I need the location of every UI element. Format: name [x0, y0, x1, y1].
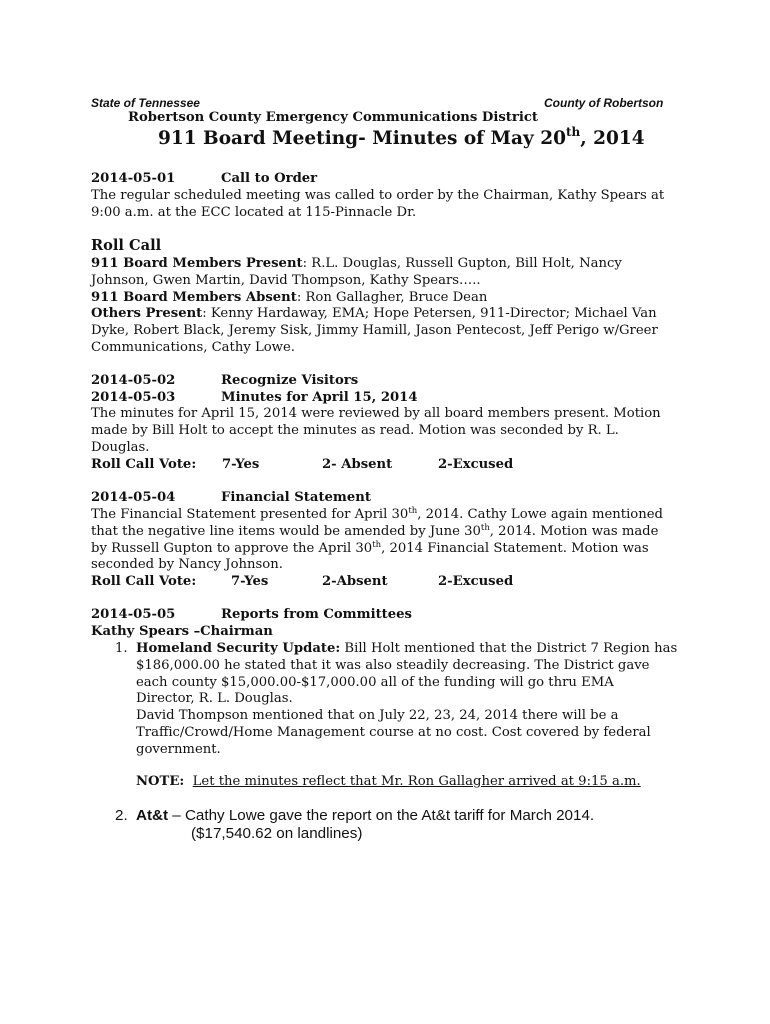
committee-chair: Kathy Spears –Chairman: [91, 624, 273, 639]
members-absent: 911 Board Members Absent: Ron Gallagher, Bruce Dean: [91, 290, 488, 305]
homeland-text-line: government.: [136, 742, 221, 757]
county-label: County of Robertson: [544, 96, 664, 110]
minutes-text-line: Douglas.: [91, 440, 150, 455]
item-id-01: 2014-05-01: [91, 171, 176, 186]
att-report-amount: ($17,540.62 on landlines): [191, 825, 363, 842]
vote-label: Roll Call Vote:: [91, 574, 197, 589]
call-to-order-text-line: 9:00 a.m. at the ECC located at 115-Pinnacle Dr.: [91, 205, 417, 220]
financial-text-line: by Russell Gupton to approve the April 30th, 2014 Financial Statement. Motion was: [91, 540, 649, 556]
others-present-cont: Dyke, Robert Black, Jeremy Sisk, Jimmy Hamill, Jason Pentecost, Jeff Perigo w/Greer: [91, 323, 658, 338]
item-heading-call-to-order: Call to Order: [221, 171, 318, 186]
call-to-order-text-line: The regular scheduled meeting was called to order by the Chairman, Kathy Spears at: [91, 188, 665, 203]
item-heading-reports: Reports from Committees: [221, 607, 412, 622]
item-id-05: 2014-05-05: [91, 607, 176, 622]
homeland-text-line: each county $15,000.00-$17,000.00 all of the funding will go thru EMA: [136, 675, 614, 690]
homeland-text-line: Director, R. L. Douglas.: [136, 691, 293, 706]
item-heading-financial: Financial Statement: [221, 490, 371, 505]
vote-absent: 2-Absent: [322, 574, 388, 589]
homeland-text-line: David Thompson mentioned that on July 22, 23, 24, 2014 there will be a: [136, 708, 619, 723]
list-number: 1.: [115, 641, 128, 656]
district-name: Robertson County Emergency Communications District: [128, 110, 538, 125]
att-report: At&t – Cathy Lowe gave the report on the At&t tariff for March 2014.: [136, 807, 595, 824]
minutes-note: NOTE: Let the minutes reflect that Mr. Ron Gallagher arrived at 9:15 a.m.: [136, 774, 641, 789]
others-present: Others Present: Kenny Hardaway, EMA; Hope Petersen, 911-Director; Michael Van: [91, 306, 657, 321]
item-id-02: 2014-05-02: [91, 373, 176, 388]
members-present: 911 Board Members Present: R.L. Douglas, Russell Gupton, Bill Holt, Nancy: [91, 256, 622, 271]
homeland-security-update: Homeland Security Update: Bill Holt mentioned that the District 7 Region has: [136, 641, 678, 656]
vote-yes: 7-Yes: [231, 574, 269, 589]
homeland-text-line: Traffic/Crowd/Home Management course at no cost. Cost covered by federal: [136, 725, 651, 740]
vote-excused: 2-Excused: [438, 574, 514, 589]
members-present-cont: Johnson, Gwen Martin, David Thompson, Kathy Spears…..: [91, 273, 481, 288]
financial-text-line: that the negative line items would be amended by June 30th, 2014. Motion was made: [91, 523, 659, 539]
others-present-cont: Communications, Cathy Lowe.: [91, 340, 295, 355]
vote-yes: 7-Yes: [222, 457, 260, 472]
homeland-text-line: $186,000.00 he stated that it was also steadily decreasing. The District gave: [136, 658, 650, 673]
minutes-text-line: The minutes for April 15, 2014 were reviewed by all board members present. Motion: [91, 406, 661, 421]
vote-label: Roll Call Vote:: [91, 457, 197, 472]
financial-text-line: The Financial Statement presented for April 30th, 2014. Cathy Lowe again mentioned: [91, 506, 663, 522]
financial-text-line: seconded by Nancy Johnson.: [91, 557, 283, 572]
item-heading-minutes: Minutes for April 15, 2014: [221, 390, 418, 405]
list-number: 2.: [115, 807, 128, 824]
roll-call-heading: Roll Call: [91, 237, 162, 254]
vote-excused: 2-Excused: [438, 457, 514, 472]
item-id-03: 2014-05-03: [91, 390, 176, 405]
item-id-04: 2014-05-04: [91, 490, 176, 505]
minutes-text-line: made by Bill Holt to accept the minutes as read. Motion was seconded by R. L.: [91, 423, 619, 438]
item-heading-visitors: Recognize Visitors: [221, 373, 359, 388]
state-label: State of Tennessee: [91, 96, 200, 110]
vote-absent: 2- Absent: [322, 457, 393, 472]
page-title: 911 Board Meeting- Minutes of May 20th, 2014: [158, 125, 645, 149]
